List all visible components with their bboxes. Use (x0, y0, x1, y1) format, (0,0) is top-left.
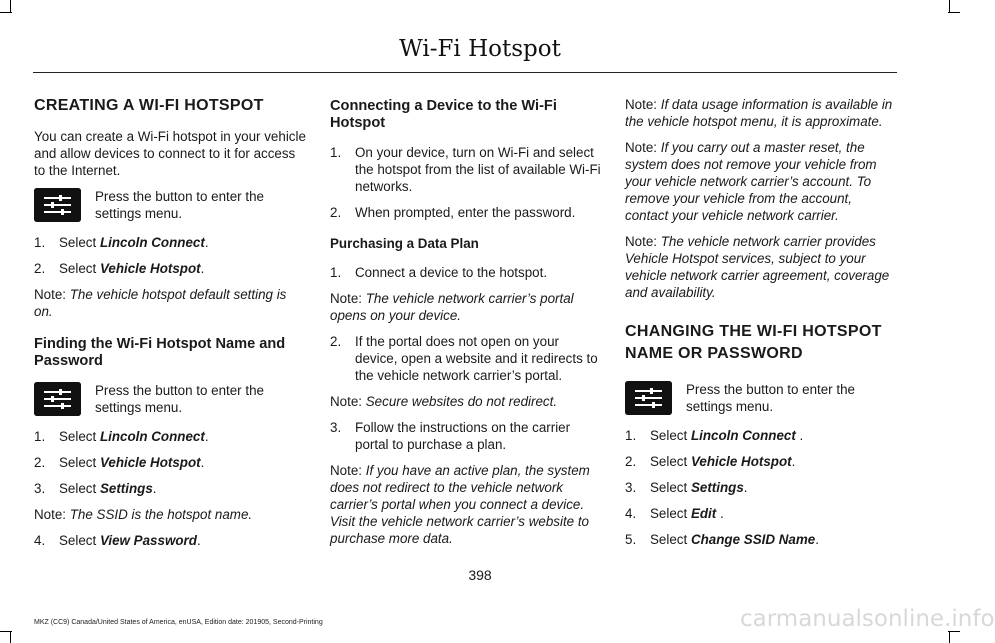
page-number: 398 (468, 567, 492, 583)
list-item: 1. Select Lincoln Connect. (34, 429, 209, 444)
edition-footer: MKZ (CC9) Canada/United States of America, enUSA, Edition date: 201905, Second-Printing (34, 619, 323, 626)
list-item: 2. Select Vehicle Hotspot. (34, 261, 205, 276)
crop-mark (0, 12, 12, 13)
menu-item-name: Lincoln Connect (99, 235, 205, 250)
purchasing-heading: Purchasing a Data Plan (330, 236, 479, 251)
crop-mark (949, 0, 950, 12)
press-button-text: Press the button to enter the settings menu. (686, 382, 855, 414)
note: Note: The SSID is the hotspot name. (34, 507, 253, 522)
crop-mark (10, 0, 11, 12)
list-item: 2. Select Vehicle Hotspot. (34, 455, 205, 470)
list-item: 1. Connect a device to the hotspot. (330, 265, 548, 280)
menu-item-name: Vehicle Hotspot (99, 261, 201, 276)
press-button-text: Press the button to enter the settings menu. (95, 383, 264, 415)
settings-instruction (34, 188, 306, 222)
settings-sliders-icon (34, 382, 81, 416)
column-2 (330, 96, 602, 556)
list-item: 4. Select Edit . (625, 506, 724, 521)
column-3 (625, 96, 897, 557)
header-divider (33, 72, 897, 73)
crop-mark (949, 631, 950, 643)
press-button-text: Press the button to enter the settings menu. (95, 189, 264, 221)
note: Note: Secure websites do not redirect. (330, 394, 558, 409)
section-heading-creating: CREATING A WI-FI HOTSPOT (34, 97, 264, 114)
subheading-finding: Finding the Wi-Fi Hotspot Name and Password (34, 336, 286, 369)
list-item: 5. Select Change SSID Name. (625, 532, 819, 547)
section-heading-changing: CHANGING THE WI-FI HOTSPOT NAME OR PASSWORD (625, 323, 882, 362)
intro-paragraph: You can create a Wi-Fi hotspot in your vehicle and allow devices to connect to it for access to the Internet. (34, 129, 306, 178)
list-item: 4. Select View Password. (34, 533, 201, 548)
note: Note: If you carry out a master reset, the system does not remove your vehicle from your vehicle network carrier’s account. To remove your vehicle from the account, contact your vehicle network carrier. (625, 140, 877, 223)
crop-mark (0, 631, 12, 632)
list-item: 3. Select Settings. (625, 480, 748, 495)
list-item: 3. Select Settings. (34, 481, 157, 496)
note: Note: The vehicle hotspot default setting is on. (34, 287, 287, 319)
list-item: 1. On your device, turn on Wi-Fi and select the hotspot from the list of available Wi-Fi networks. (330, 145, 601, 194)
note: Note: The vehicle network carrier provides Vehicle Hotspot services, subject to your vehicle network carrier agreement, coverage and availability. (625, 234, 890, 300)
settings-instruction (34, 382, 306, 416)
crop-mark (948, 12, 960, 13)
list-item: 3. Follow the instructions on the carrier portal to purchase a plan. (330, 420, 571, 452)
crop-mark (10, 631, 11, 643)
settings-instruction (625, 381, 897, 415)
settings-sliders-icon (34, 188, 81, 222)
note: Note: If you have an active plan, the system does not redirect to the vehicle network carrier’s portal when you connect a device. Visit the vehicle network carrier’s website to purchase more data. (330, 463, 590, 546)
watermark: carmanualsonline.info (740, 606, 995, 632)
page-title: Wi-Fi Hotspot (399, 36, 561, 62)
list-item: 1. Select Lincoln Connect . (625, 428, 804, 443)
subheading-connecting: Connecting a Device to the Wi-Fi Hotspot (330, 98, 557, 131)
list-item: 2. Select Vehicle Hotspot. (625, 454, 796, 469)
note: Note: The vehicle network carrier’s portal opens on your device. (330, 291, 574, 323)
settings-sliders-icon (625, 381, 672, 415)
list-item: 2. If the portal does not open on your device, open a website and it redirects to the vehicle network carrier’s portal. (330, 334, 598, 383)
column-1 (34, 96, 306, 558)
list-item: 1. Select Lincoln Connect. (34, 235, 209, 250)
note: Note: If data usage information is available in the vehicle hotspot menu, it is approximate. (625, 97, 893, 129)
list-item: 2. When prompted, enter the password. (330, 205, 576, 220)
